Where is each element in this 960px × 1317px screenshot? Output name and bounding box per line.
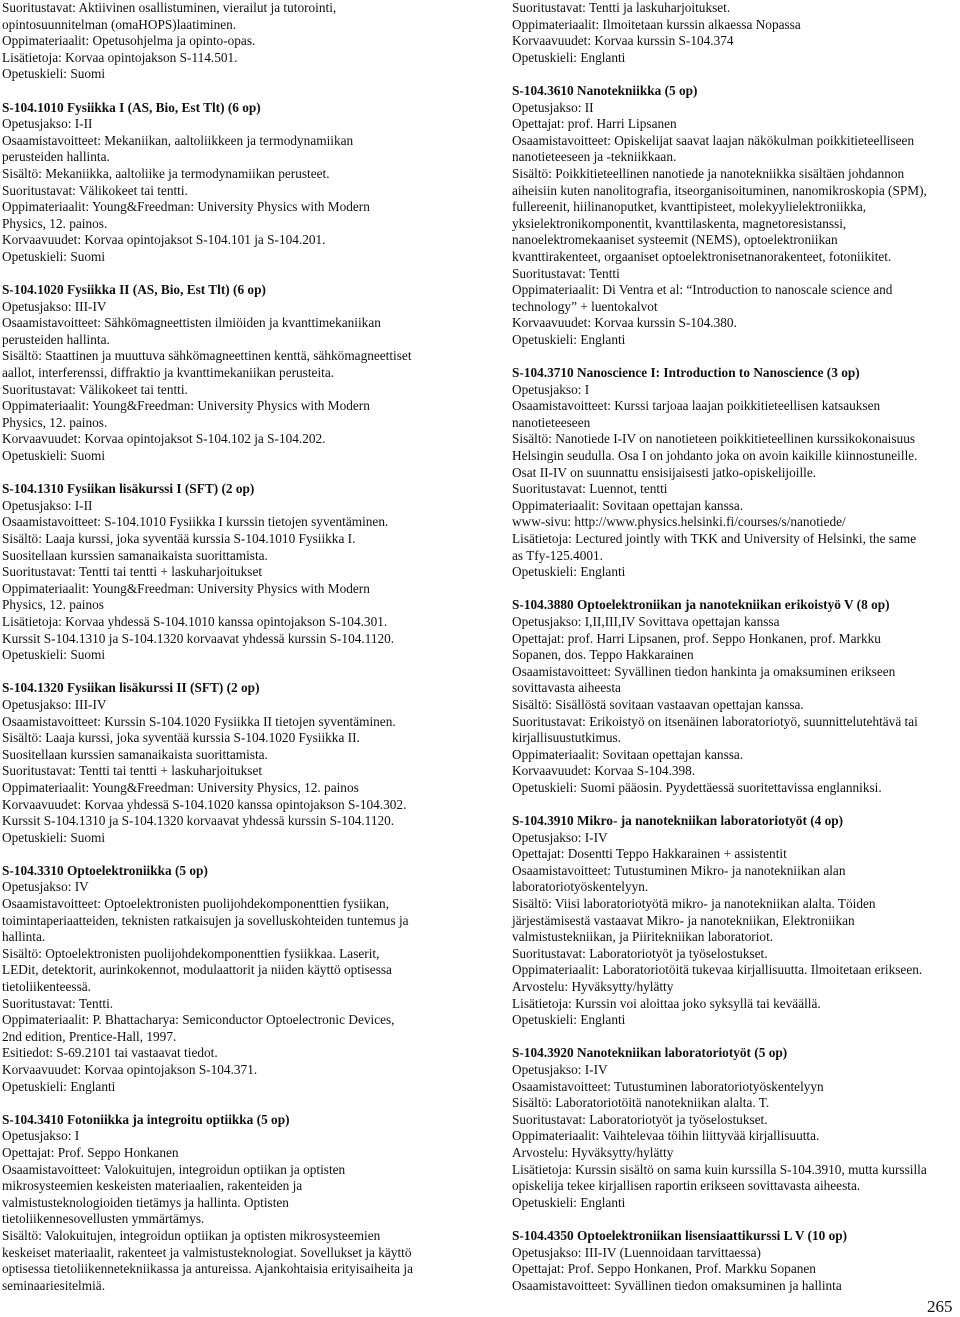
course-detail-line: Opetusjakso: I-II xyxy=(2,497,93,513)
course-detail-line: Korvaavuudet: Korvaa opintojakson S-104.371. xyxy=(2,1062,258,1077)
course-detail-line: Opettajat: prof. Harri Lipsanen xyxy=(512,116,677,132)
course-detail-line: valmistustekniikan, ja Piiritekniikan laboratoriot. xyxy=(512,929,774,945)
course-detail-line: Oppimateriaalit: Laboratoriotöitä tukevaa kirjallisuutta. Ilmoitetaan erikseen. xyxy=(512,962,923,978)
course-detail-line: Sisältö: Optoelektronisten puolijohdekomponenttien fysiikkaa. Laserit, xyxy=(2,945,380,961)
course-detail-line: Arvostelu: Hyväksytty/hylätty xyxy=(512,1144,674,1160)
course-detail-line: Opetusjakso: I xyxy=(512,381,590,397)
course-detail-line: Korvaavuudet: Korvaa opintojaksot S-104.101 ja S-104.201. xyxy=(2,232,326,248)
course-detail-line: LEDit, detektorit, aurinkokennot, modulaattorit ja niiden käyttö optisessa xyxy=(2,962,392,978)
course-entry xyxy=(512,597,952,796)
course-detail-line: Opetusjakso: II xyxy=(512,99,594,115)
course-detail-line: Esitiedot: S-69.2101 tai vastaavat tiedot. xyxy=(2,1045,218,1061)
course-detail-line: Opetusjakso: I-II xyxy=(2,116,93,132)
course-entry xyxy=(2,1112,480,1295)
course-detail-line: Osat II-IV on suunnattu ensisijaisesti jatko-opiskelijoille. xyxy=(512,464,817,480)
course-detail-line: Opetuskieli: Englanti xyxy=(512,564,626,580)
course-detail-line: Suositellaan kurssien samanaikaista suorittamista. xyxy=(2,746,268,762)
course-detail-line: Sisältö: Nanotiede I-IV on nanotieteen poikkitieteellinen kurssikokonaisuus xyxy=(512,431,916,447)
course-detail-line: Oppimateriaalit: Young&Freedman: University Physics, 12. painos xyxy=(2,779,359,795)
course-title: S-104.3920 Nanotekniikan laboratoriotyöt (5 op) xyxy=(512,1045,788,1061)
course-detail-line: Opettajat: Prof. Seppo Honkanen xyxy=(2,1144,179,1160)
intro-line: Opetuskieli: Englanti xyxy=(512,49,626,65)
spacer xyxy=(512,1211,952,1228)
course-detail-line: Suoritustavat: Laboratoriotyöt ja työselostukset. xyxy=(512,1111,768,1127)
course-detail-line: Korvaavuudet: Korvaa yhdessä S-104.1020 kanssa opintojakson S-104.302. xyxy=(2,796,407,812)
course-entry xyxy=(2,863,480,1095)
course-title: S-104.3610 Nanotekniikka (5 op) xyxy=(512,82,698,98)
spacer xyxy=(512,348,952,365)
course-detail-line: laboratoriotyöskentelyyn. xyxy=(512,879,649,895)
course-detail-line: Osaamistavoitteet: Kurssi tarjoaa laajan poikkitieteellisen katsauksen xyxy=(512,398,881,414)
course-detail-line: Sisältö: Sisällöstä sovitaan vastaavan opettajan kanssa. xyxy=(512,696,804,712)
course-detail-line: Opetusjakso: IV xyxy=(2,879,89,895)
course-detail-line: Osaamistavoitteet: Optoelektronisten puolijohdekomponenttien fysiikan, xyxy=(2,896,390,912)
course-title: S-104.1320 Fysiikan lisäkurssi II (SFT) (2 op) xyxy=(2,680,260,696)
course-detail-line: Opetuskieli: Suomi pääosin. Pyydettäessä suoritettavissa englanniksi. xyxy=(512,779,882,795)
course-detail-line: technology” + luentokalvot xyxy=(512,298,658,314)
course-detail-line: Opetuskieli: Suomi xyxy=(2,647,106,663)
course-detail-line: Suoritustavat: Välikokeet tai tentti. xyxy=(2,182,188,198)
course-detail-line: Osaamistavoitteet: S-104.1010 Fysiikka I kurssin tietojen syventäminen. xyxy=(2,514,389,530)
course-entry xyxy=(512,1228,952,1294)
course-title: S-104.3310 Optoelektroniikka (5 op) xyxy=(2,862,208,878)
course-detail-line: Sisältö: Laboratoriotöitä nanotekniikan alalta. T. xyxy=(512,1095,770,1111)
course-detail-line: Opetuskieli: Englanti xyxy=(512,1194,626,1210)
course-detail-line: Sisältö: Viisi laboratoriotyötä mikro- ja nanotekniikan alalta. Töiden xyxy=(512,896,876,912)
spacer xyxy=(512,797,952,814)
intro-line: Oppimateriaalit: Opetusohjelma ja opinto-opas. xyxy=(2,33,256,49)
course-detail-line: Opetusjakso: I,II,III,IV Sovittava opettajan kanssa xyxy=(512,613,780,629)
course-detail-line: Suoritustavat: Tentti tai tentti + laskuharjoitukset xyxy=(2,763,263,779)
course-detail-line: nanoelektromekaaniset systeemit (NEMS), optoelektroniikan xyxy=(512,232,838,248)
course-detail-line: Osaamistavoitteet: Tutustuminen Mikro- ja nanotekniikan alan xyxy=(512,862,846,878)
course-detail-line: mikrosysteemien keskeisten materiaalien, rakenteiden ja xyxy=(2,1178,303,1194)
spacer xyxy=(2,1095,480,1112)
course-detail-line: Oppimateriaalit: Sovitaan opettajan kanssa. xyxy=(512,497,744,513)
course-detail-line: Suoritustavat: Tentti xyxy=(512,265,620,281)
course-detail-line: Sisältö: Mekaniikka, aaltoliike ja termodynamiikan perusteet. xyxy=(2,165,330,181)
course-detail-line: Helsingin seudulla. Osa I on johdanto joka on avoin kaikille kiinnostuneille. xyxy=(512,448,918,464)
course-detail-line: Opetuskieli: Suomi xyxy=(2,248,106,264)
course-detail-line: as Tfy-125.4001. xyxy=(512,547,603,563)
course-title: S-104.3880 Optoelektroniikan ja nanotekniikan erikoistyö V (8 op) xyxy=(512,597,890,613)
course-detail-line: Osaamistavoitteet: Valokuitujen, integroidun optiikan ja optisten xyxy=(2,1161,346,1177)
course-detail-line: Opetuskieli: Suomi xyxy=(2,448,106,464)
course-detail-line: opiskelija tekee kirjallisen raportin erikseen sovittavasta aiheesta. xyxy=(512,1178,861,1194)
course-entry xyxy=(512,1045,952,1211)
course-detail-line: tietoliikennesovellusten ymmärtämys. xyxy=(2,1211,205,1227)
course-detail-line: Korvaavuudet: Korvaa S-104.398. xyxy=(512,763,696,779)
course-detail-line: Suoritustavat: Erikoistyö on itsenäinen laboratoriotyö, suunnittelutehtävä tai xyxy=(512,713,918,729)
course-detail-line: Oppimateriaalit: P. Bhattacharya: Semiconductor Optoelectronic Devices, xyxy=(2,1012,395,1028)
course-entry xyxy=(2,481,480,664)
course-detail-line: Opetuskieli: Englanti xyxy=(512,331,626,347)
course-detail-line: Opetusjakso: I-IV xyxy=(512,1062,608,1077)
course-detail-line: kirjallisuustutkimus. xyxy=(512,730,621,746)
course-entry xyxy=(512,365,952,581)
spacer xyxy=(512,66,952,83)
course-detail-line: järjestämisestä vastaavat Mikro- ja nanotekniikan, Elektroniikan xyxy=(512,912,855,928)
course-detail-line: Korvaavuudet: Korvaa kurssin S-104.380. xyxy=(512,315,737,331)
course-title: S-104.3410 Fotoniikka ja integroitu optiikka (5 op) xyxy=(2,1111,290,1127)
course-detail-line: aallot, interferenssi, diffraktio ja kvanttimekaniikan perusteita. xyxy=(2,365,335,381)
course-detail-line: Lisätietoja: Korvaa yhdessä S-104.1010 kanssa opintojakson S-104.301. xyxy=(2,613,388,629)
course-detail-line: Opetuskieli: Englanti xyxy=(2,1078,116,1094)
course-detail-line: Opettajat: Dosentti Teppo Hakkarainen + assistentit xyxy=(512,846,787,862)
course-detail-line: Arvostelu: Hyväksytty/hylätty xyxy=(512,979,674,995)
course-detail-line: Oppimateriaalit: Young&Freedman: University Physics with Modern xyxy=(2,580,370,596)
course-detail-line: Opetusjakso: III-IV (Luennoidaan tarvittaessa) xyxy=(512,1244,761,1260)
course-detail-line: valmistusteknologioiden tietämys ja hallinta. Optisten xyxy=(2,1194,289,1210)
course-detail-line: Oppimateriaalit: Vaihtelevaa töihin liittyvää kirjallisuutta. xyxy=(512,1128,820,1144)
course-detail-line: 2nd edition, Prentice-Hall, 1997. xyxy=(2,1028,177,1044)
course-detail-line: Suoritustavat: Tentti. xyxy=(2,995,114,1011)
spacer xyxy=(2,664,480,681)
spacer xyxy=(2,266,480,283)
course-detail-line: Physics, 12. painos. xyxy=(2,414,108,430)
left-column xyxy=(2,0,480,1294)
course-detail-line: nanotieteeseen ja -tekniikkaan. xyxy=(512,149,677,165)
course-detail-line: Osaamistavoitteet: Syvällinen tiedon omaksuminen ja hallinta xyxy=(512,1277,842,1293)
spacer xyxy=(2,83,480,100)
course-title: S-104.1020 Fysiikka II (AS, Bio, Est Tlt) (6 op) xyxy=(2,282,266,298)
course-detail-line: Suoritustavat: Luennot, tentti xyxy=(512,481,668,497)
course-detail-line: Suoritustavat: Laboratoriotyöt ja työselostukset. xyxy=(512,945,768,961)
course-detail-line: Kurssit S-104.1310 ja S-104.1320 korvaavat yhdessä kurssin S-104.1120. xyxy=(2,630,395,646)
course-detail-line: hallinta. xyxy=(2,929,46,945)
course-title: S-104.3710 Nanoscience I: Introduction to Nanoscience (3 op) xyxy=(512,365,860,381)
course-title: S-104.1310 Fysiikan lisäkurssi I (SFT) (2 op) xyxy=(2,481,255,497)
course-detail-line: Opetusjakso: I xyxy=(2,1128,80,1144)
spacer xyxy=(512,581,952,598)
course-detail-line: Korvaavuudet: Korvaa opintojaksot S-104.102 ja S-104.202. xyxy=(2,431,326,447)
course-detail-line: www-sivu: http://www.physics.helsinki.fi/courses/s/nanotiede/ xyxy=(512,514,846,530)
course-detail-line: Sisältö: Laaja kurssi, joka syventää kurssia S-104.1010 Fysiikka I. xyxy=(2,531,356,546)
course-detail-line: Kurssit S-104.1310 ja S-104.1320 korvaavat yhdessä kurssin S-104.1120. xyxy=(2,813,395,829)
intro-line: Korvaavuudet: Korvaa kurssin S-104.374 xyxy=(512,33,734,49)
spacer xyxy=(2,465,480,482)
course-title: S-104.4350 Optoelektroniikan lisensiaattikurssi L V (10 op) xyxy=(512,1227,848,1243)
course-detail-line: Opetuskieli: Englanti xyxy=(512,1012,626,1028)
course-detail-line: Opettajat: prof. Harri Lipsanen, prof. Seppo Honkanen, prof. Markku xyxy=(512,630,881,646)
intro-line: Oppimateriaalit: Ilmoitetaan kurssin alkaessa Nopassa xyxy=(512,16,801,32)
course-detail-line: Opetusjakso: I-IV xyxy=(512,829,608,845)
course-detail-line: Lisätietoja: Kurssin voi aloittaa joko syksyllä tai keväällä. xyxy=(512,995,821,1011)
course-detail-line: perusteiden hallinta. xyxy=(2,149,110,165)
course-entry xyxy=(512,813,952,1029)
course-detail-line: Suoritustavat: Tentti tai tentti + laskuharjoitukset xyxy=(2,564,263,580)
course-detail-line: Lisätietoja: Lectured jointly with TKK and University of Helsinki, the same xyxy=(512,531,917,546)
course-detail-line: Opettajat: Prof. Seppo Honkanen, Prof. Markku Sopanen xyxy=(512,1261,816,1277)
course-detail-line: sovittavasta aiheesta xyxy=(512,680,621,696)
right-column xyxy=(512,0,952,1294)
course-detail-line: Osaamistavoitteet: Mekaniikan, aaltoliikkeen ja termodynamiikan xyxy=(2,132,354,148)
page-number: 265 xyxy=(927,1297,953,1316)
course-detail-line: Oppimateriaalit: Di Ventra et al: “Introduction to nanoscale science and xyxy=(512,282,893,298)
course-detail-line: seminaariesitelmiä. xyxy=(2,1277,106,1293)
course-detail-line: Oppimateriaalit: Young&Freedman: University Physics with Modern xyxy=(2,199,370,215)
course-detail-line: Oppimateriaalit: Young&Freedman: University Physics with Modern xyxy=(2,398,370,414)
course-detail-line: Suoritustavat: Välikokeet tai tentti. xyxy=(2,381,188,397)
course-detail-line: Lisätietoja: Kurssin sisältö on sama kuin kurssilla S-104.3910, mutta kurssilla xyxy=(512,1161,927,1177)
intro-line: opintosuunnitelman (omaHOPS)laatiminen. xyxy=(2,16,237,32)
course-detail-line: optisessa tietoliikennetekniikassa ja antureissa. Ajankohtaisia erityisaiheita ja xyxy=(2,1261,413,1277)
course-detail-line: tietoliikenteessä. xyxy=(2,979,91,995)
intro-line: Lisätietoja: Korvaa opintojakson S-114.501. xyxy=(2,49,238,65)
course-detail-line: Opetusjakso: III-IV xyxy=(2,298,107,314)
course-detail-line: kvanttirakenteet, orgaaniset optoelektronisetnanorakenteet, fotoniikitet. xyxy=(512,248,892,264)
course-entry xyxy=(2,100,480,266)
course-detail-line: fullereenit, hiilinanoputket, kvanttipisteet, molekyylielektroniikka, xyxy=(512,199,867,215)
course-detail-line: Sisältö: Valokuitujen, integroidun optiikan ja optisten mikrosysteemien xyxy=(2,1227,381,1243)
course-detail-line: perusteiden hallinta. xyxy=(2,331,110,347)
course-detail-line: Sisältö: Staattinen ja muuttuva sähkömagneettinen kenttä, sähkömagneettiset xyxy=(2,348,412,364)
course-title: S-104.3910 Mikro- ja nanotekniikan laboratoriotyöt (4 op) xyxy=(512,813,844,829)
course-detail-line: Sopanen, dos. Teppo Hakkarainen xyxy=(512,647,694,663)
course-title: S-104.1010 Fysiikka I (AS, Bio, Est Tlt) (6 op) xyxy=(2,99,261,115)
course-detail-line: Opetuskieli: Suomi xyxy=(2,829,106,845)
course-detail-line: keskeiset materiaalit, rakenteet ja valmistusteknologiat. Sovellukset ja käyttö xyxy=(2,1244,412,1260)
course-detail-line: yksielektronikomponentit, kvanttilaskenta, magnetoresistanssi, xyxy=(512,215,847,231)
spacer xyxy=(2,846,480,863)
intro-line: Suoritustavat: Tentti ja laskuharjoitukset. xyxy=(512,0,731,15)
spacer xyxy=(512,1029,952,1046)
course-detail-line: Osaamistavoitteet: Kurssin S-104.1020 Fysiikka II tietojen syventäminen. xyxy=(2,713,396,729)
course-detail-line: Osaamistavoitteet: Opiskelijat saavat laajan näkökulman poikkitieteelliseen xyxy=(512,132,915,148)
course-detail-line: aiheisiin kuten nanolitografia, itseorganisoituminen, nanomikroskopia (SPM), xyxy=(512,182,927,198)
course-detail-line: nanotieteeseen xyxy=(512,414,591,430)
intro-line: Suoritustavat: Aktiivinen osallistuminen, vierailut ja tutorointi, xyxy=(2,0,337,15)
course-entry xyxy=(2,282,480,465)
course-detail-line: Physics, 12. painos. xyxy=(2,215,108,231)
course-detail-line: Osaamistavoitteet: Tutustuminen laboratoriotyöskentelyyn xyxy=(512,1078,824,1094)
course-detail-line: Suositellaan kurssien samanaikaista suorittamista. xyxy=(2,547,268,563)
course-detail-line: Opetusjakso: III-IV xyxy=(2,696,107,712)
course-detail-line: Physics, 12. painos xyxy=(2,597,104,613)
course-detail-line: Sisältö: Laaja kurssi, joka syventää kurssia S-104.1020 Fysiikka II. xyxy=(2,730,360,746)
course-detail-line: Osaamistavoitteet: Sähkömagneettisten ilmiöiden ja kvanttimekaniikan xyxy=(2,315,381,331)
course-entry xyxy=(2,680,480,846)
course-detail-line: toimintaperiaatteiden, teknisten ratkaisujen ja sovelluskohteiden tuntemus ja xyxy=(2,912,409,928)
course-detail-line: Sisältö: Poikkitieteellinen nanotiede ja nanotekniikka sisältäen johdannon xyxy=(512,165,905,181)
course-detail-line: Oppimateriaalit: Sovitaan opettajan kanssa. xyxy=(512,746,744,762)
course-detail-line: Osaamistavoitteet: Syvällinen tiedon hankinta ja omaksuminen erikseen xyxy=(512,663,896,679)
intro-line: Opetuskieli: Suomi xyxy=(2,66,106,82)
course-entry xyxy=(512,83,952,349)
